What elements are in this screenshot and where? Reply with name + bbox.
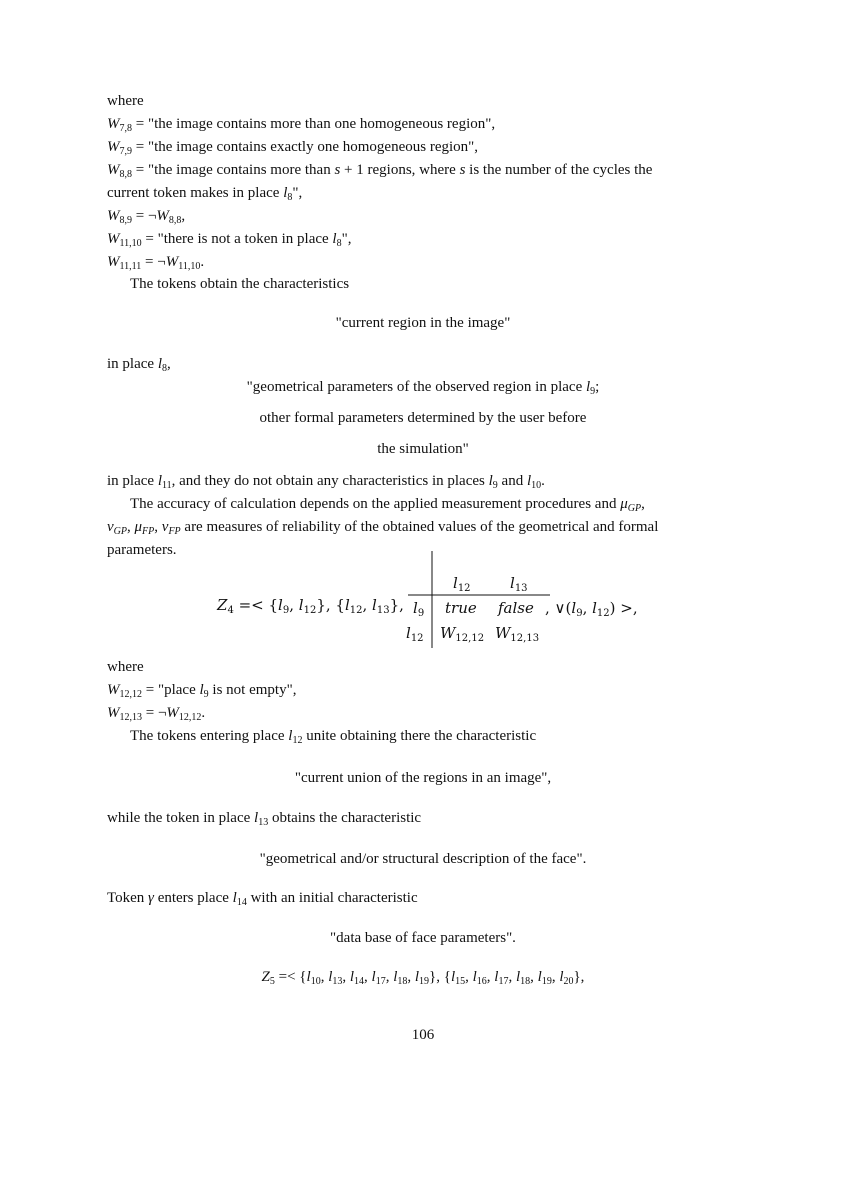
definition-W1111 xyxy=(107,253,204,271)
punct: }, xyxy=(573,969,585,985)
var-l: l xyxy=(254,810,259,826)
subscript: FP xyxy=(168,526,181,537)
paragraph-accuracy-line1 xyxy=(130,495,645,513)
punct: , xyxy=(641,496,645,512)
var-l: l xyxy=(393,969,398,985)
var-l: l xyxy=(328,969,333,985)
punct: , xyxy=(530,969,538,985)
punct: , xyxy=(181,208,186,224)
subscript: FP xyxy=(142,526,155,537)
punct: . xyxy=(201,705,206,721)
subscript: 14 xyxy=(236,897,247,908)
var-l: l xyxy=(306,969,311,985)
punct: ", xyxy=(341,231,352,247)
subscript: 8,9 xyxy=(119,215,132,226)
subscript: 16 xyxy=(476,976,487,987)
matrix-cell: false xyxy=(498,599,534,617)
var-l: l xyxy=(199,682,204,698)
paragraph-tokens-obtain: The tokens obtain the characteristics xyxy=(130,276,350,292)
punct: }, { xyxy=(429,969,451,985)
var-l: l xyxy=(515,969,521,985)
text: Token xyxy=(107,890,149,906)
punct: , xyxy=(342,969,350,985)
subscript: 7,8 xyxy=(119,123,132,134)
var-l: l xyxy=(559,969,564,985)
definition-W78 xyxy=(107,115,495,133)
subscript: 12 xyxy=(292,735,303,746)
subscript: 5 xyxy=(269,976,275,987)
text: The accuracy of calculation depends on the applied measurement procedures and xyxy=(130,496,621,512)
var-W: W xyxy=(107,116,120,132)
punct: , xyxy=(154,519,159,535)
characteristic-geometrical-structural: "geometrical and/or structural description of the face". xyxy=(259,851,587,867)
subscript: 8,8 xyxy=(168,215,182,226)
subscript: 10 xyxy=(531,480,542,491)
page-number: 106 xyxy=(411,1027,435,1043)
text: and xyxy=(497,473,527,489)
punct: , xyxy=(407,969,415,985)
var-l: l xyxy=(232,890,237,906)
definition-W1213 xyxy=(107,704,205,722)
subscript: 18 xyxy=(397,976,408,987)
punct: , xyxy=(166,356,171,372)
var-l: l xyxy=(537,969,542,985)
subscript: 10 xyxy=(310,976,321,987)
characteristic-database: "data base of face parameters". xyxy=(330,930,516,946)
var-mu: μ xyxy=(134,519,143,535)
var-W: W xyxy=(107,682,120,698)
operator: = ¬ xyxy=(141,254,166,270)
definition-W88 xyxy=(107,161,652,179)
var-W: W xyxy=(165,254,179,270)
matrix-cell: $W_{12,13}$ xyxy=(495,624,540,644)
punct: , xyxy=(364,969,372,985)
definition-text: = "the image contains more than one homogeneous region", xyxy=(132,116,496,132)
paragraph-while-token xyxy=(107,809,421,827)
var-l: l xyxy=(349,969,355,985)
text: unite obtaining there the characteristic xyxy=(302,728,537,744)
definition-W88-continued xyxy=(107,184,302,202)
paragraph-accuracy-line3: parameters. xyxy=(107,542,177,558)
var-W: W xyxy=(107,162,120,178)
matrix-col-header: $l_{12}$ xyxy=(453,574,471,594)
z5-input-set xyxy=(307,969,430,985)
subscript: 14 xyxy=(354,976,365,987)
var-nu: ν xyxy=(161,519,169,535)
matrix-cell: $W_{12,12}$ xyxy=(440,624,485,644)
definition-text: is not empty", xyxy=(208,682,297,698)
subscript: 17 xyxy=(498,976,509,987)
subscript: 8 xyxy=(287,192,293,203)
transition-Z4 xyxy=(200,548,660,648)
z5-output-set xyxy=(451,969,574,985)
var-W: W xyxy=(107,705,120,721)
subscript: GP xyxy=(113,526,128,537)
var-l: l xyxy=(332,231,337,247)
punct: , xyxy=(486,969,495,985)
matrix-cell: true xyxy=(445,599,477,617)
definition-text: = "place xyxy=(142,682,200,698)
subscript: 8 xyxy=(336,238,342,249)
subscript: 17 xyxy=(375,976,386,987)
var-l: l xyxy=(414,969,420,985)
subscript: 11 xyxy=(161,480,172,491)
text: current token makes in place xyxy=(107,185,284,201)
matrix-row-header: $l_9$ xyxy=(413,599,425,619)
var-mu: μ xyxy=(620,496,628,512)
punct: , xyxy=(508,969,516,985)
subscript: 7,9 xyxy=(119,146,132,157)
characteristic-current-region: "current region in the image" xyxy=(335,315,511,331)
in-place-l11 xyxy=(107,472,545,490)
definition-text: = "the image contains more than xyxy=(132,162,335,178)
subscript: 9 xyxy=(492,480,498,491)
subscript: 11,11 xyxy=(119,261,142,272)
var-nu: ν xyxy=(107,519,114,535)
definition-text: = "the image contains exactly one homogeneous region", xyxy=(132,139,479,155)
subscript: 12,12 xyxy=(119,689,142,700)
subscript: 8,8 xyxy=(119,169,132,180)
punct: , xyxy=(385,969,394,985)
subscript: 13 xyxy=(332,976,343,987)
var-l: l xyxy=(494,969,499,985)
text: ", xyxy=(292,185,303,201)
subscript: 12,13 xyxy=(119,712,142,723)
characteristic-geometrical-line2: other formal parameters determined by the user before xyxy=(259,410,587,426)
var-W: W xyxy=(107,139,120,155)
operator: = ¬ xyxy=(142,705,167,721)
var-l: l xyxy=(472,969,477,985)
text: with an initial characteristic xyxy=(246,890,418,906)
var-l: l xyxy=(283,185,288,201)
subscript: 9 xyxy=(590,386,596,397)
text: , and they do not obtain any characteristics in places xyxy=(171,473,489,489)
var-W: W xyxy=(107,208,120,224)
punct: ; xyxy=(595,379,600,395)
subscript: 9 xyxy=(203,689,209,700)
var-W: W xyxy=(107,254,120,270)
var-s: s xyxy=(459,162,466,178)
subscript: 18 xyxy=(520,976,531,987)
punct: . xyxy=(541,473,545,489)
punct: , xyxy=(465,969,473,985)
in-place-l8 xyxy=(107,355,171,373)
paragraph-accuracy-line2 xyxy=(107,518,658,536)
subscript: GP xyxy=(627,503,642,514)
text: obtains the characteristic xyxy=(268,810,422,826)
subscript: 19 xyxy=(541,976,552,987)
punct: , xyxy=(551,969,560,985)
text: The tokens entering place xyxy=(130,728,289,744)
punct: . xyxy=(200,254,205,270)
definition-text: is the number of the cycles the xyxy=(465,162,653,178)
punct: , xyxy=(127,519,131,535)
text: are measures of reliability of the obtained values of the geometrical and formal xyxy=(180,519,659,535)
matrix-col-header: $l_{13}$ xyxy=(510,574,528,594)
characteristic-geometrical-line3: the simulation" xyxy=(377,441,469,457)
definition-W1110 xyxy=(107,230,351,248)
var-l: l xyxy=(157,356,162,372)
var-W: W xyxy=(107,231,120,247)
var-l: l xyxy=(526,473,532,489)
punct: , xyxy=(320,969,329,985)
definition-text: = "there is not a token in place xyxy=(141,231,333,247)
transition-Z5 xyxy=(0,968,846,986)
z4-name: $Z_4 =< \{l_9$, $l_{12}$}, {$l_{12}$, $l_{13}$}, xyxy=(217,596,404,616)
matrix-row-header: $l_{12}$ xyxy=(406,624,424,644)
subscript: 20 xyxy=(563,976,574,987)
operator: = ¬ xyxy=(132,208,157,224)
var-l: l xyxy=(288,728,293,744)
text: enters place xyxy=(153,890,233,906)
subscript: 13 xyxy=(258,817,269,828)
definition-W1212 xyxy=(107,681,296,699)
characteristic-union: "current union of the regions in an image", xyxy=(294,770,552,786)
definition-text: + 1 regions, where xyxy=(340,162,460,178)
subscript: 12,12 xyxy=(178,712,202,723)
var-l: l xyxy=(371,969,376,985)
var-W: W xyxy=(166,705,179,721)
subscript: 11,10 xyxy=(119,238,142,249)
z4-condition: , $\vee(l_9$, $l_{12}$) >, xyxy=(545,599,638,619)
var-l: l xyxy=(450,969,456,985)
text: "geometrical parameters of the observed region in place xyxy=(246,379,586,395)
definition-W79 xyxy=(107,138,478,156)
paragraph-token-gamma xyxy=(107,889,418,907)
var-gamma: γ xyxy=(148,890,154,906)
text: in place xyxy=(107,356,158,372)
paragraph-tokens-entering xyxy=(130,727,536,745)
where-label: where xyxy=(107,659,144,675)
var-l: l xyxy=(157,473,162,489)
subscript: 8 xyxy=(161,363,167,374)
var-W: W xyxy=(156,208,169,224)
var-s: s xyxy=(334,162,341,178)
subscript: 15 xyxy=(455,976,466,987)
text: while the token in place xyxy=(107,810,255,826)
text: in place xyxy=(107,473,158,489)
characteristic-geometrical-line1 xyxy=(0,378,846,396)
subscript: 11,10 xyxy=(178,261,201,272)
operator: =< { xyxy=(274,969,307,985)
var-l: l xyxy=(488,473,493,489)
var-l: l xyxy=(585,379,591,395)
where-label: where xyxy=(107,93,144,109)
definition-W89 xyxy=(107,207,185,225)
var-Z: Z xyxy=(261,969,270,985)
subscript: 19 xyxy=(419,976,430,987)
